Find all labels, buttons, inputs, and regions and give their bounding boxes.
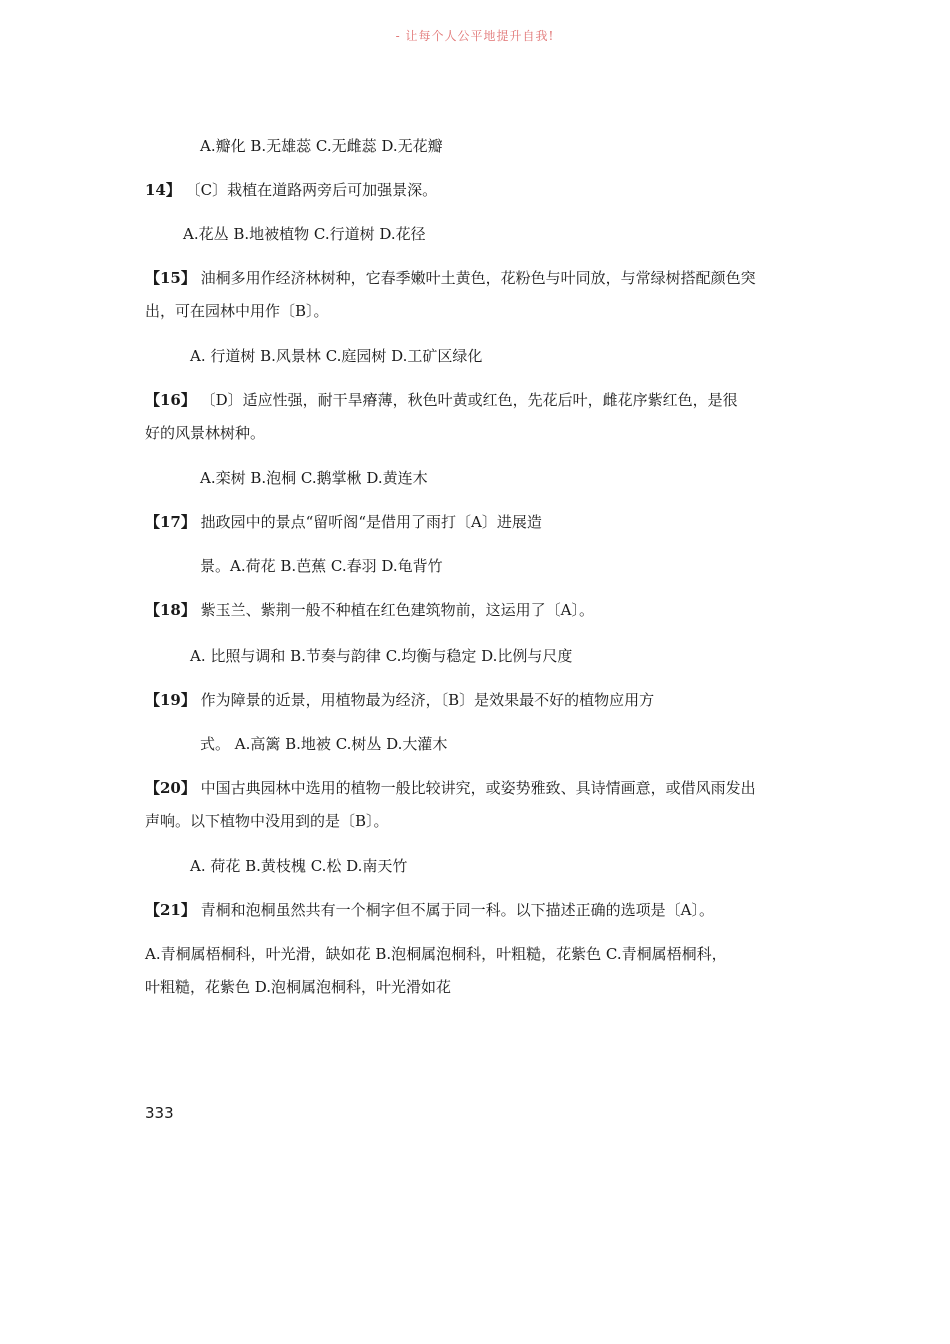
- question-number: 【19】: [145, 691, 196, 709]
- line-text: 好的风景林树种。: [145, 424, 266, 442]
- question-19-stem: [145, 690, 654, 710]
- question-13-options: [200, 136, 443, 156]
- question-14-stem: [145, 180, 437, 200]
- question-16-stem: [145, 390, 738, 410]
- question-16-options: [200, 468, 428, 488]
- line-text: A. 比照与调和 B.节奏与韵律 C.均衡与稳定 D.比例与尺度: [190, 647, 573, 665]
- question-number: 【15】: [145, 269, 196, 287]
- question-14-options: [183, 224, 426, 244]
- line-text: A. 行道树 B.风景林 C.庭园树 D.工矿区绿化: [190, 347, 483, 365]
- line-text: 出，可在园林中用作〔B〕。: [145, 302, 329, 320]
- line-text: 拙政园中的景点“留听阁“是借用了雨打〔A〕进展造: [195, 513, 542, 531]
- question-21-options-cont: [145, 977, 451, 997]
- question-21-options: [145, 944, 727, 964]
- line-text: 紫玉兰、紫荆一般不种植在红色建筑物前，这运用了〔A〕。: [195, 601, 594, 619]
- line-text: A.青桐属梧桐科，叶光滑，缺如花 B.泡桐属泡桐科，叶粗糙，花紫色 C.青桐属梧桐科，: [145, 945, 727, 963]
- question-16-stem-cont: [145, 423, 265, 443]
- question-15-stem-cont: [145, 301, 329, 321]
- question-18-stem: [145, 600, 594, 620]
- line-text: A.花丛 B.地被植物 C.行道树 D.花径: [183, 225, 426, 243]
- line-text: 油桐多用作经济林树种，它春季嫩叶土黄色，花粉色与叶同放，与常绿树搭配颜色突: [195, 269, 756, 287]
- line-text: 作为障景的近景，用植物最为经济，〔B〕是效果最不好的植物应用方: [195, 691, 655, 709]
- line-text: 景。A.荷花 B.芭蕉 C.春羽 D.龟背竹: [200, 557, 443, 575]
- page-header-slogan: - 让每个人公平地提升自我!: [395, 29, 555, 43]
- question-number: 14】: [145, 181, 181, 199]
- line-text: A. 荷花 B.黄枝槐 C.松 D.南天竹: [190, 857, 408, 875]
- question-17-stem: [145, 512, 542, 532]
- line-text: 青桐和泡桐虽然共有一个桐字但不属于同一科。以下描述正确的选项是〔A〕。: [195, 901, 714, 919]
- question-19-options: [200, 734, 447, 754]
- question-20-stem: [145, 778, 756, 798]
- question-number: 【18】: [145, 601, 196, 619]
- question-17-options: [200, 556, 443, 576]
- question-number: 【21】: [145, 901, 196, 919]
- line-text: A.瓣化 B.无雄蕊 C.无雌蕊 D.无花瓣: [200, 137, 443, 155]
- question-18-options: [190, 646, 572, 666]
- question-20-options: [190, 856, 407, 876]
- line-text: 〔D〕适应性强，耐干旱瘠薄，秋色叶黄或红色，先花后叶，雌花序紫红色，是很: [195, 391, 738, 409]
- line-text: 式。 A.高篱 B.地被 C.树丛 D.大灌木: [200, 735, 448, 753]
- line-text: 声响。以下植物中没用到的是〔B〕。: [145, 812, 389, 830]
- page-number: 333: [145, 1104, 174, 1122]
- question-number: 【20】: [145, 779, 196, 797]
- line-text: 叶粗糙，花紫色 D.泡桐属泡桐科，叶光滑如花: [145, 978, 452, 996]
- line-text: 中国古典园林中选用的植物一般比较讲究，或姿势雅致、具诗情画意，或借风雨发出: [195, 779, 756, 797]
- question-21-stem: [145, 900, 714, 920]
- line-text: A.栾树 B.泡桐 C.鹅掌楸 D.黄连木: [200, 469, 428, 487]
- question-number: 【16】: [145, 391, 196, 409]
- line-text: 〔C〕栽植在道路两旁后可加强景深。: [180, 181, 438, 199]
- question-15-options: [190, 346, 482, 366]
- question-number: 【17】: [145, 513, 196, 531]
- question-15-stem: [145, 268, 756, 288]
- question-20-stem-cont: [145, 811, 389, 831]
